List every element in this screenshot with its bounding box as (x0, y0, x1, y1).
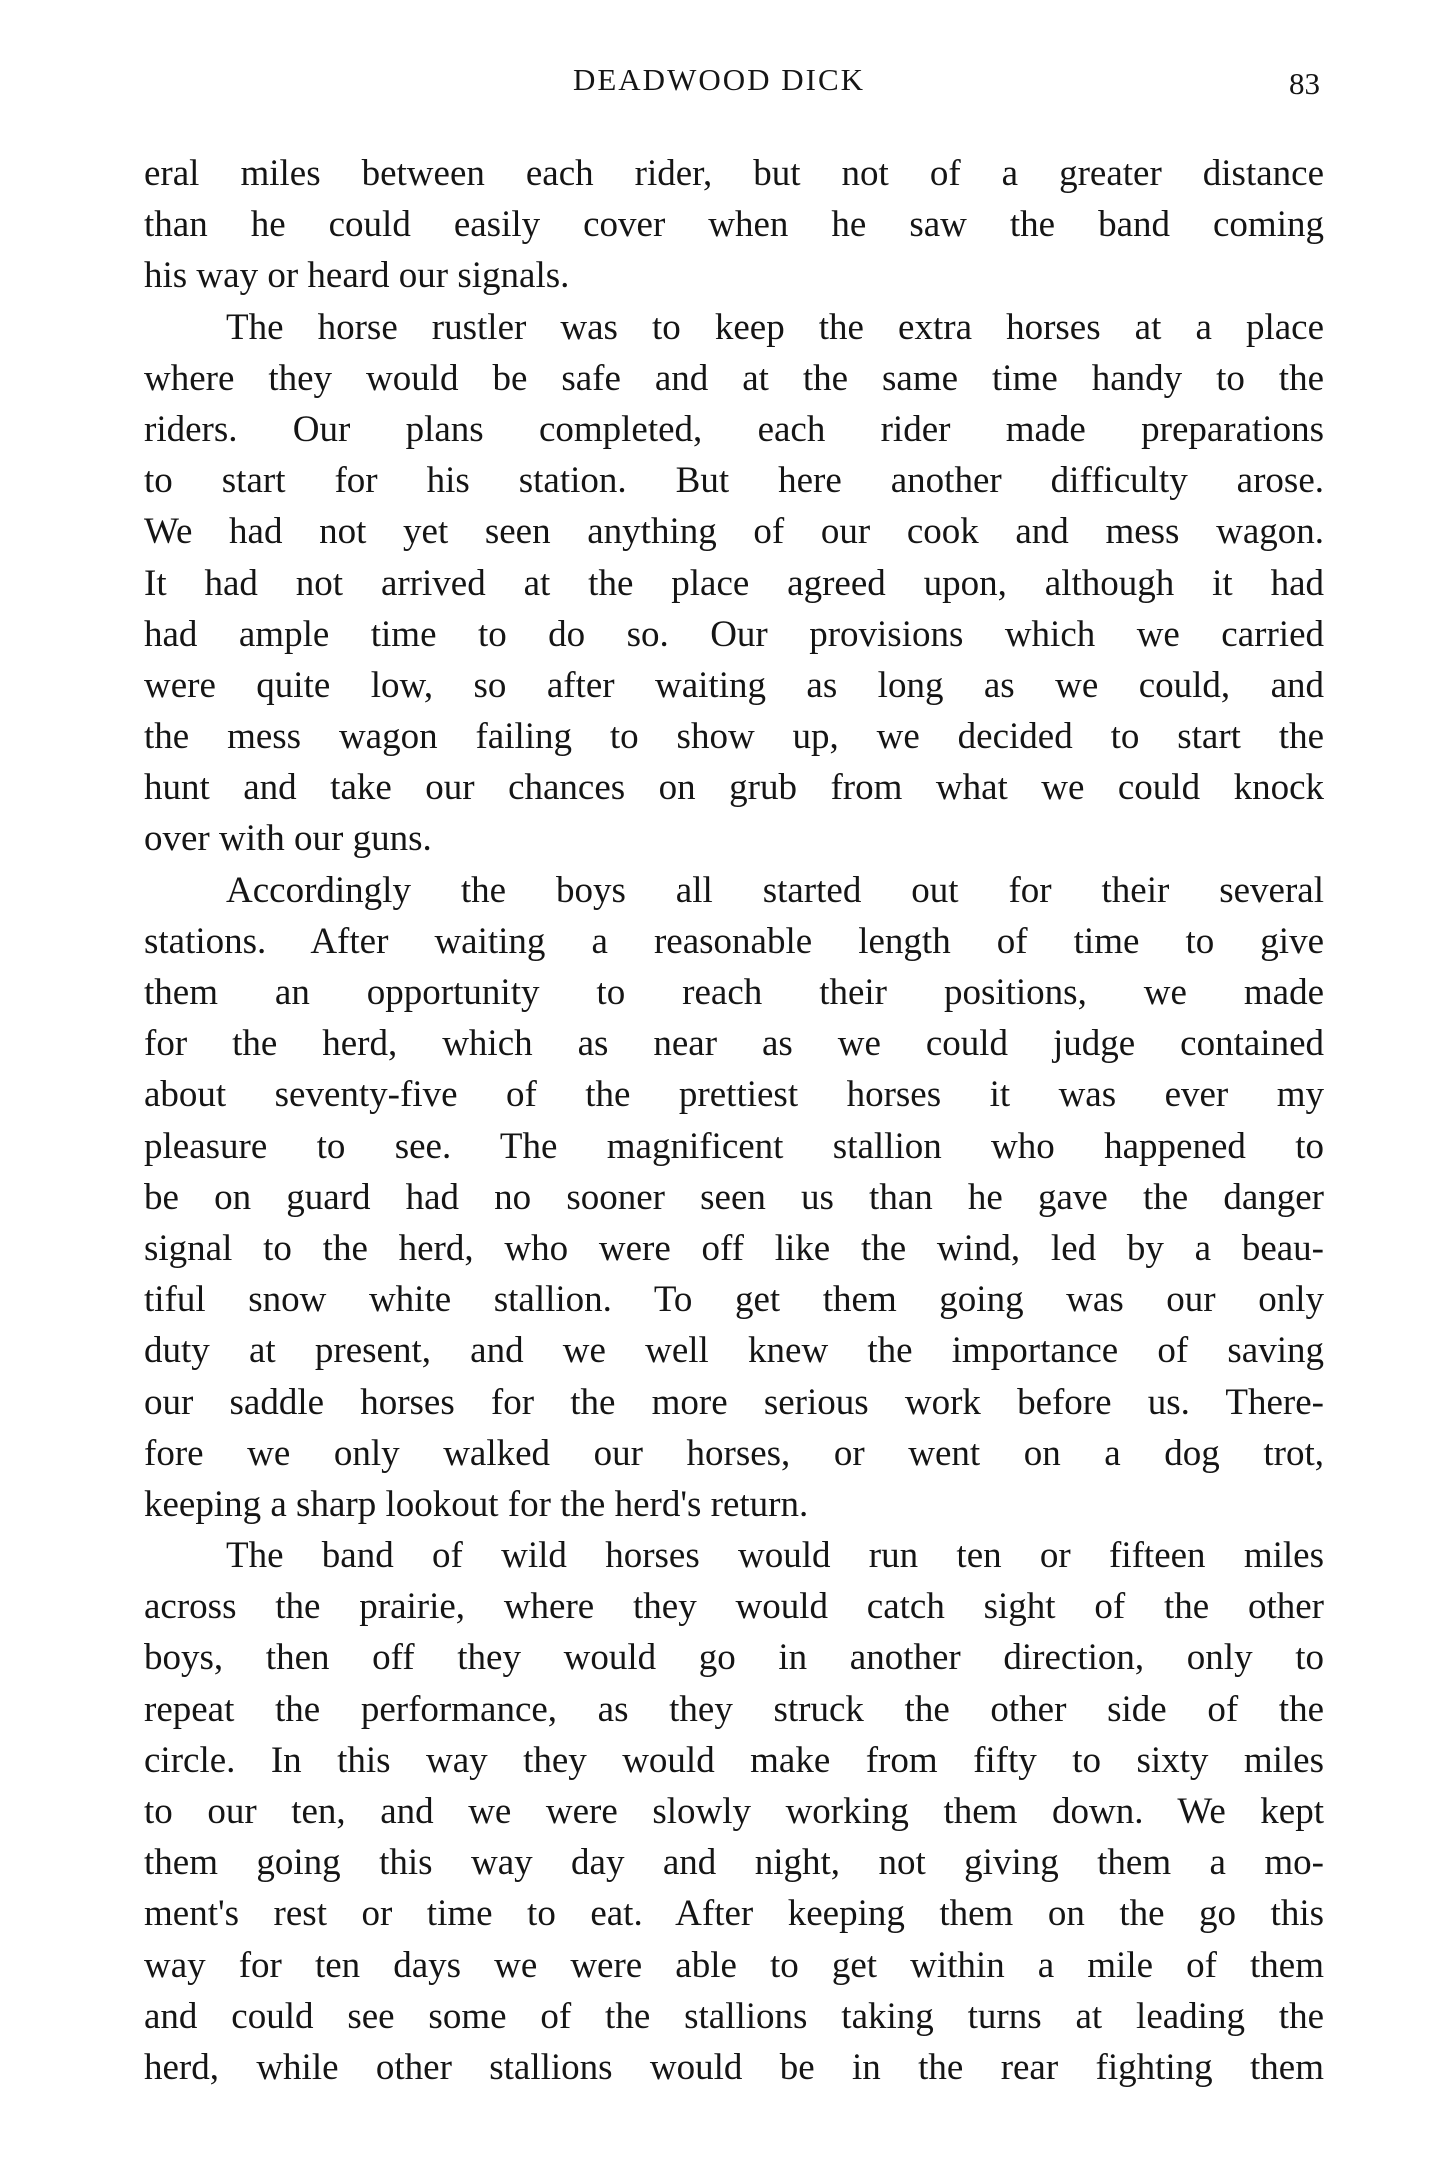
text-line: stations. After waiting a reasonable length of time to give (144, 920, 1324, 962)
text-line: were quite low, so after waiting as long as we could, and (144, 664, 1324, 706)
text-line: keeping a sharp lookout for the herd's return. (144, 1483, 809, 1525)
text-line: ment's rest or time to eat. After keeping them on the go this (144, 1893, 1324, 1935)
text-line: tiful snow white stallion. To get them going was our only (144, 1279, 1324, 1321)
text-line: to our ten, and we were slowly working them down. We kept (144, 1791, 1324, 1832)
text-line: our saddle horses for the more serious work before us. There- (144, 1381, 1324, 1423)
text-line: across the prairie, where they would catch sight of the other (144, 1586, 1324, 1628)
text-line: riders. Our plans completed, each rider made preparations (144, 408, 1324, 450)
text-line: his way or heard our signals. (144, 255, 570, 297)
text-line: The horse rustler was to keep the extra horses at a place (226, 306, 1324, 348)
text-line: about seventy-five of the prettiest horses it was ever my (144, 1074, 1324, 1116)
text-line: them going this way day and night, not giving them a mo- (144, 1842, 1324, 1884)
text-line: be on guard had no sooner seen us than he gave the danger (144, 1176, 1324, 1218)
paragraph (144, 148, 1324, 302)
text-line: them an opportunity to reach their positions, we made (144, 972, 1324, 1013)
text-line: pleasure to see. The magnificent stallion who happened to (144, 1125, 1324, 1167)
text-line: repeat the performance, as they struck the other side of the (144, 1688, 1324, 1730)
text-line: We had not yet seen anything of our cook and mess wagon. (144, 511, 1324, 553)
paragraph (144, 1530, 1324, 2093)
text-line: fore we only walked our horses, or went on a dog trot, (144, 1432, 1324, 1474)
text-line: way for ten days we were able to get within a mile of them (144, 1944, 1324, 1986)
page-header (0, 62, 1438, 106)
text-line: hunt and take our chances on grub from what we could knock (144, 767, 1324, 809)
text-line: circle. In this way they would make from fifty to sixty miles (144, 1739, 1324, 1781)
paragraph (144, 302, 1324, 865)
text-line: than he could easily cover when he saw the band coming (144, 204, 1324, 246)
text-line: the mess wagon failing to show up, we decided to start the (144, 716, 1324, 758)
paragraph (144, 865, 1324, 1530)
text-line: It had not arrived at the place agreed upon, although it had (144, 562, 1324, 604)
text-line: signal to the herd, who were off like the wind, led by a beau- (144, 1227, 1324, 1269)
text-line: over with our guns. (144, 818, 432, 860)
text-line: to start for his station. But here another difficulty arose. (144, 460, 1324, 502)
text-line: where they would be safe and at the same time handy to the (144, 357, 1324, 399)
text-line: Accordingly the boys all started out for their several (226, 869, 1324, 911)
text-line: had ample time to do so. Our provisions which we carried (144, 613, 1324, 655)
text-line: duty at present, and we well knew the importance of saving (144, 1330, 1324, 1372)
running-title: DEADWOOD DICK (572, 62, 866, 97)
text-line: The band of wild horses would run ten or fifteen miles (226, 1535, 1324, 1577)
text-line: and could see some of the stallions taking turns at leading the (144, 1995, 1324, 2037)
text-line: herd, while other stallions would be in the rear fighting them (144, 2046, 1324, 2088)
text-line: for the herd, which as near as we could judge contained (144, 1023, 1324, 1065)
page-number: 83 (1289, 66, 1320, 101)
text-line: boys, then off they would go in another direction, only to (144, 1637, 1324, 1679)
page-body (144, 148, 1324, 2093)
text-line: eral miles between each rider, but not of a greater distance (144, 153, 1324, 194)
